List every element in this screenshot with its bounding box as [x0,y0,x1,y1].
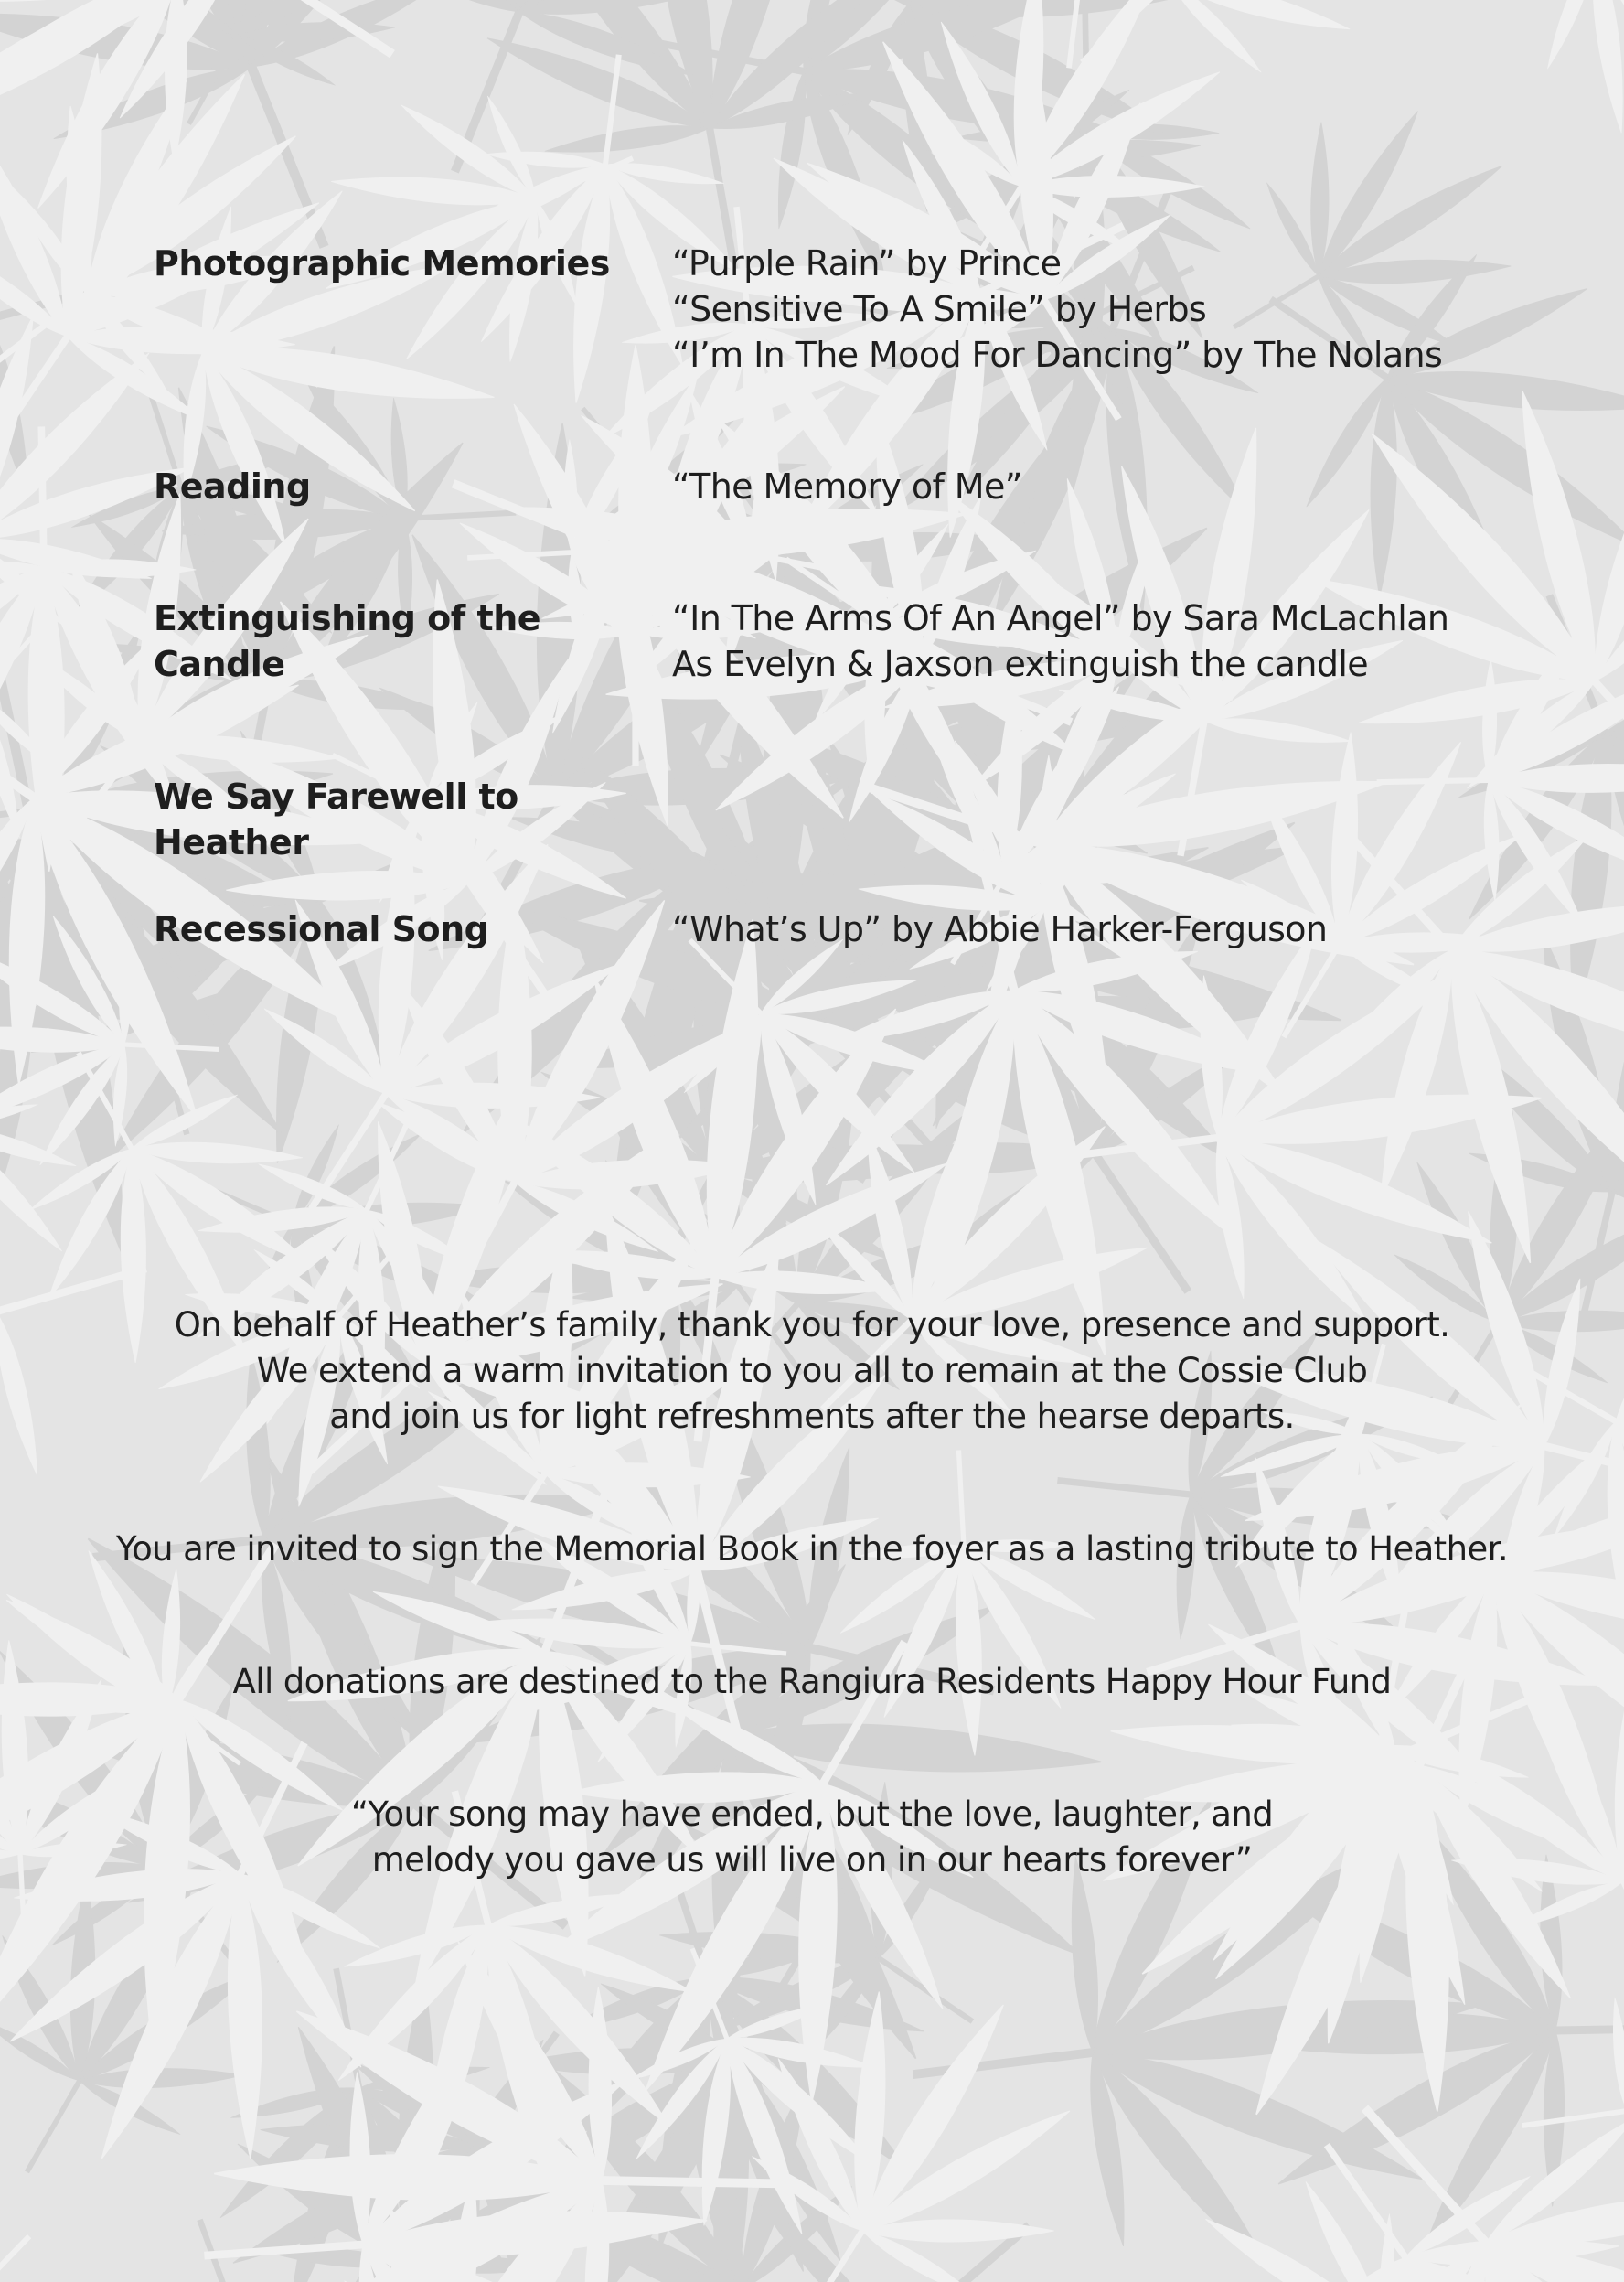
program-item-details [672,241,1550,378]
program-detail-line: “In The Arms Of An Angel” by Sara McLachlan [672,598,1449,638]
thank-you-line: On behalf of Heather’s family, thank you for your love, presence and support. [174,1305,1450,1345]
program-detail-line: “What’s Up” by Abbie Harker-Ferguson [672,909,1328,949]
program-detail-line: “The Memory of Me” [672,466,1022,507]
program-detail-line: “Sensitive To A Smile” by Herbs [672,289,1207,329]
donations-text: All donations are destined to the Rangiura Residents Happy Hour Fund [232,1662,1392,1701]
memorial-book-note [0,1527,1624,1572]
quote-line: melody you gave us will live on in our hearts forever” [371,1840,1253,1880]
thank-you-line: We extend a warm invitation to you all to remain at the Cossie Club [256,1351,1368,1390]
program-item-title: We Say Farewell to Heather [154,777,518,862]
program-detail-line: “I’m In The Mood For Dancing” by The Nolans [672,335,1443,375]
program-item-title: Extinguishing of the Candle [154,598,541,684]
program-detail-line: As Evelyn & Jaxson extinguish the candle [672,644,1369,684]
program-detail-line: “Purple Rain” by Prince [672,243,1062,284]
donations-note [0,1659,1624,1705]
quote-line: “Your song may have ended, but the love, laughter, and [350,1795,1274,1834]
thank-you-line: and join us for light refreshments after the hearse departs. [329,1397,1295,1436]
closing-quote [0,1792,1624,1883]
program-item-title: Recessional Song [154,909,489,949]
program-item-title: Photographic Memories [154,243,610,284]
program-item-details [672,595,1550,687]
thank-you-message [0,1302,1624,1440]
program-item-title: Reading [154,466,311,507]
program-item-details [672,906,1550,952]
program-item-details [672,464,1550,509]
memorial-book-text: You are invited to sign the Memorial Book in the foyer as a lasting tribute to Heather. [116,1529,1508,1569]
